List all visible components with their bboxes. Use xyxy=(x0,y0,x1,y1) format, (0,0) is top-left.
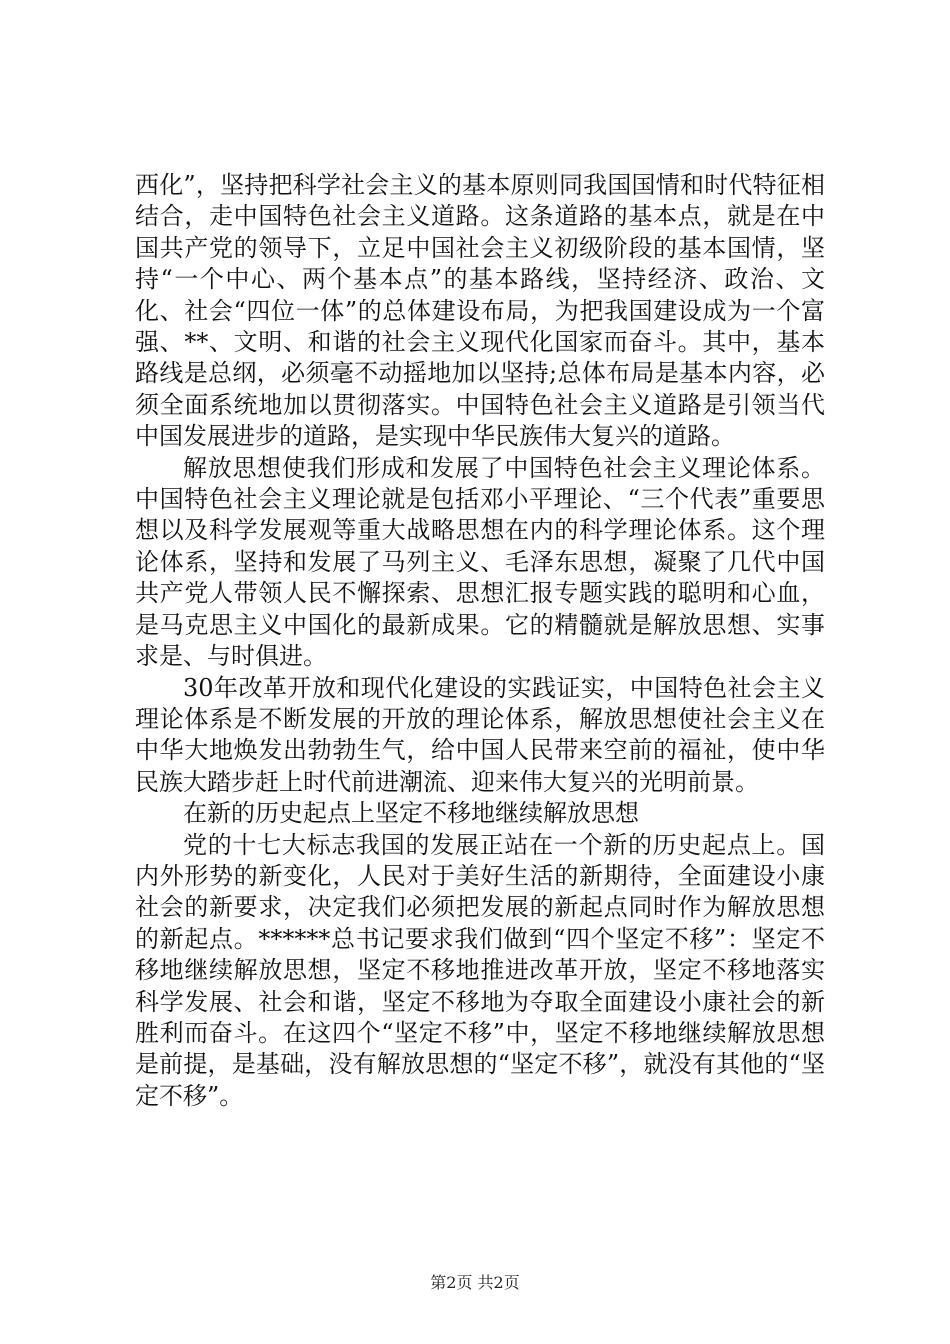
document-body xyxy=(135,170,825,1112)
paragraph-1: 西化”，坚持把科学社会主义的基本原则同我国国情和时代特征相结合，走中国特色社会主义道路。这条道路的基本点，就是在中国共产党的领导下，立足中国社会主义初级阶段的基本国情，坚持“一个中心、两个基本点”的基本路线，坚持经济、政治、文化、社会“四位一体”的总体建设布局，为把我国建设成为一个富强、**、文明、和谐的社会主义现代化国家而奋斗。其中，基本路线是总纲，必须毫不动摇地加以坚持;总体布局是基本内容，必须全面系统地加以贯彻落实。中国特色社会主义道路是引领当代中国发展进步的道路，是实现中华民族伟大复兴的道路。 xyxy=(135,171,825,451)
section-heading: 在新的历史起点上坚定不移地继续解放思想 xyxy=(183,799,639,828)
paragraph-3: 30年改革开放和现代化建设的实践证实，中国特色社会主义理论体系是不断发展的开放的理论体系，解放思想使社会主义在中华大地焕发出勃勃生气，给中国人民带来空前的福祉，使中华民族大踏步赶上时代前进潮流、迎来伟大复兴的光明前景。 xyxy=(135,673,825,796)
paragraph-2: 解放思想使我们形成和发展了中国特色社会主义理论体系。中国特色社会主义理论就是包括邓小平理论、“三个代表”重要思想以及科学发展观等重大战略思想在内的科学理论体系。这个理论体系，坚持和发展了马列主义、毛泽东思想，凝聚了几代中国共产党人带领人民不懈探索、思想汇报专题实践的聪明和心血，是马克思主义中国化的最新成果。它的精髓就是解放思想、实事求是、与时俱进。 xyxy=(135,453,825,671)
page-number-footer: 第2页 共2页 xyxy=(430,1273,520,1292)
paragraph-4: 党的十七大标志我国的发展正站在一个新的历史起点上。国内外形势的新变化，人民对于美好生活的新期待，全面建设小康社会的新要求，决定我们必须把发展的新起点同时作为解放思想的新起点。******总书记要求我们做到“四个坚定不移”：坚定不移地继续解放思想，坚定不移地推进改革开放，坚定不移地落实科学发展、社会和谐，坚定不移地为夺取全面建设小康社会的新胜利而奋斗。在这四个“坚定不移”中，坚定不移地继续解放思想是前提，是基础，没有解放思想的“坚定不移”，就没有其他的“坚定不移”。 xyxy=(135,830,825,1110)
